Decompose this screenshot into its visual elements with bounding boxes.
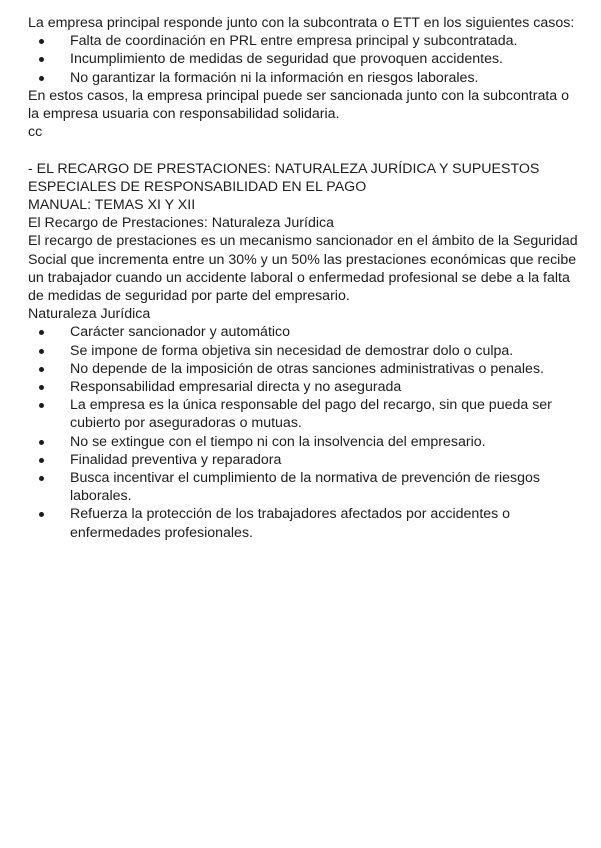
list-item [28, 342, 580, 360]
list-item-text: No se extingue con el tiempo ni con la insolvencia del empresario. [70, 433, 486, 450]
intro-paragraph: La empresa principal responde junto con la subcontrata o ETT en los siguientes casos: [28, 15, 575, 31]
list-item [28, 360, 580, 378]
section-subtitle: El Recargo de Prestaciones: Naturaleza Jurídica [28, 215, 334, 232]
list-item-text: Finalidad preventiva y reparadora [70, 451, 282, 468]
list-item-text: No garantizar la formación ni la información en riesgos laborales. [70, 69, 479, 86]
list-item [28, 378, 580, 396]
bullet-icon [39, 440, 44, 445]
list-item-text: Se impone de forma objetiva sin necesidad de demostrar dolo o culpa. [70, 342, 514, 359]
definition-paragraph: El recargo de prestaciones es un mecanismo sancionador en el ámbito de la Seguridad Social que incrementa entre un 30% y un 50% las prestaciones económicas que recibe un trabajador cuando un accidente laboral o enfermedad profesional se debe a la falta de medidas de seguridad por parte del empresario. [28, 233, 578, 305]
list-item [28, 451, 580, 469]
list-item [28, 469, 580, 505]
bullet-icon [39, 349, 44, 354]
list-item [28, 50, 580, 68]
bullet-icon [39, 367, 44, 372]
bullet-icon [39, 403, 44, 408]
manual-reference: MANUAL: TEMAS XI Y XII [28, 197, 196, 214]
bullet-icon [39, 39, 44, 44]
list-item-text: Falta de coordinación en PRL entre empresa principal y subcontratada. [70, 33, 518, 50]
joint-liability-list [28, 32, 580, 87]
list-item-text: Refuerza la protección de los trabajadores afectados por accidentes o enfermedades profesionales. [70, 506, 511, 541]
document-page [28, 14, 580, 542]
list-item-text: Incumplimiento de medidas de seguridad que provoquen accidentes. [70, 51, 503, 68]
bullet-icon [39, 330, 44, 335]
list-item-text: Carácter sancionador y automático [70, 324, 291, 341]
legal-nature-list [28, 323, 580, 541]
list-item [28, 323, 580, 341]
list-item [28, 433, 580, 451]
conclusion-paragraph: En estos casos, la empresa principal puede ser sancionada junto con la subcontrata o la empresa usuaria con responsabilidad solidaria. [28, 87, 570, 123]
list-item [28, 505, 580, 541]
section-heading: - EL RECARGO DE PRESTACIONES: NATURALEZA JURÍDICA Y SUPUESTOS ESPECIALES DE RESPONSABILIDAD EN EL PAGO [28, 160, 540, 195]
bullet-icon [39, 458, 44, 463]
list-heading: Naturaleza Jurídica [28, 306, 151, 323]
list-item-text: Responsabilidad empresarial directa y no asegurada [70, 379, 402, 396]
list-item [28, 69, 580, 87]
bullet-icon [39, 476, 44, 481]
list-item-text: Busca incentivar el cumplimiento de la normativa de prevención de riesgos laborales. [70, 470, 541, 505]
bullet-icon [39, 385, 44, 390]
bullet-icon [39, 76, 44, 81]
blank-line [28, 141, 580, 159]
bullet-icon [39, 57, 44, 62]
list-item [28, 396, 580, 432]
list-item [28, 32, 580, 50]
cc-note: cc [28, 124, 43, 141]
list-item-text: No depende de la imposición de otras sanciones administrativas o penales. [70, 360, 544, 377]
bullet-icon [39, 512, 44, 517]
list-item-text: La empresa es la única responsable del pago del recargo, sin que pueda ser cubierto por aseguradoras o mutuas. [70, 397, 552, 432]
